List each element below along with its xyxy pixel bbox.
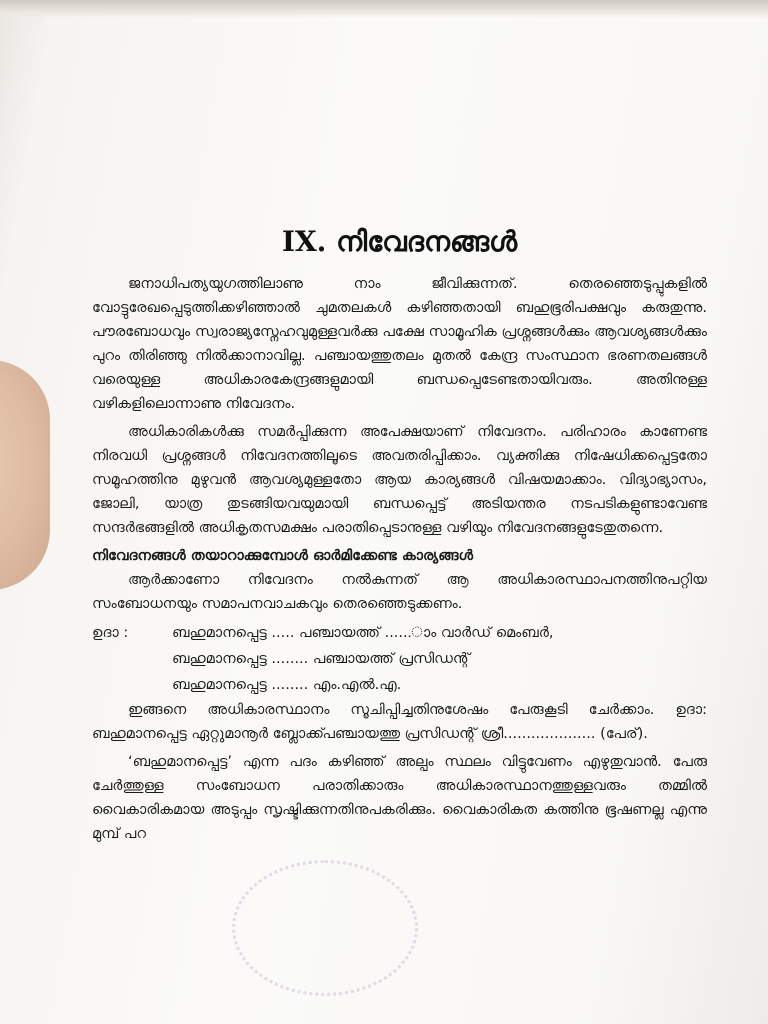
chapter-title: IX. നിവേദനങ്ങൾ: [281, 225, 518, 258]
example-row: [92, 672, 707, 698]
example-row: [92, 646, 707, 672]
thumb-holding-page: [0, 360, 50, 590]
example-line: ബഹുമാനപ്പെട്ട ..... പഞ്ചായത്ത് ......ാം വാർഡ് മെംബർ,: [172, 625, 554, 641]
paragraph-definition: അധികാരികൾക്കു സമർപ്പിക്കുന്ന അപേക്ഷയാണ് നിവേദനം. പരിഹാരം കാണേണ്ട നിരവധി പ്രശ്നങ്ങൾ നിവേദനത്തിലൂടെ അവതരിപ്പിക്കാം. വ്യക്തിക്കു നിഷേധിക്കപ്പെട്ടതോ സമൂഹത്തിനു മുഴുവൻ ആവശ്യമുള്ളതോ ആയ കാര്യങ്ങൾ വിഷയമാക്കാം. വിദ്യാഭ്യാസം, ജോലി, യാത്ര തുടങ്ങിയവയുമായി ബന്ധപ്പെട്ട് അടിയന്തര നടപടികളുണ്ടാവേണ്ട സന്ദർഭങ്ങളിൽ അധികൃതസമക്ഷം പരാതിപ്പെടാനുള്ള വഴിയും നിവേദനങ്ങളുടേതുതന്നെ.: [92, 424, 707, 536]
paragraph-intro: ജനാധിപത്യയുഗത്തിലാണു നാം ജീവിക്കുന്നത്. തെരഞ്ഞെടുപ്പുകളിൽ വോട്ടുരേഖപ്പെടുത്തിക്കഴിഞ്ഞാൽ ചുമതലകൾ കഴിഞ്ഞതായി ബഹുഭൂരിപക്ഷവും കരുതുന്നു. പൗരബോധവും സ്വരാജ്യസ്നേഹവുമുള്ളവർക്കു പക്ഷേ സാമൂഹിക പ്രശ്നങ്ങൾക്കും ആവശ്യങ്ങൾക്കും പുറം തിരിഞ്ഞു നിൽക്കാനാവില്ല. പഞ്ചായത്തുതലം മുതൽ കേന്ദ്ര സംസ്ഥാന ഭരണതലങ്ങൾ വരെയുള്ള അധികാരകേന്ദ്രങ്ങളുമായി ബന്ധപ്പെടേണ്ടതായിവരും. അതിനുള്ള വഴികളിലൊന്നാണു നിവേദനം.: [92, 276, 707, 412]
example-line: ബഹുമാനപ്പെട്ട ........ എം.എൽ.എ.: [172, 677, 402, 693]
example-row: [92, 620, 707, 646]
page-top-edge: [0, 0, 768, 18]
example-line: ബഹുമാനപ്പെട്ട ........ പഞ്ചായത്ത് പ്രസിഡന്റ്: [172, 651, 470, 667]
paragraph-name-example: ഇങ്ങനെ അധികാരസ്ഥാനം സൂചിപ്പിച്ചതിനുശേഷം പേരുകൂടി ചേർക്കാം. ഉദാ: ബഹുമാനപ്പെട്ട ഏറ്റുമാനൂർ ബ്ലോക്ക്പഞ്ചായത്തു പ്രസിഡന്റ് ശ്രീ.................... (പേര്).: [92, 702, 707, 742]
section-subheading: നിവേദനങ്ങൾ തയാറാക്കുമ്പോൾ ഓർമിക്കേണ്ട കാര്യങ്ങൾ: [92, 548, 474, 564]
example-label: ഉദാ :: [92, 625, 129, 641]
paragraph-addressing: ആർക്കാണോ നിവേദനം നൽകുന്നത് ആ അധികാരസ്ഥാപനത്തിനുപറ്റിയ സംബോധനയും സമാപനവാചകവും തെരഞ്ഞെടുക്കണം.: [92, 572, 707, 612]
chapter-content: [92, 222, 707, 850]
faint-stamp-mark: [232, 860, 418, 996]
paragraph-spacing-note: ‘ബഹുമാനപ്പെട്ട’ എന്ന പദം കഴിഞ്ഞ് അല്പം സ്ഥലം വിട്ടുവേണം എഴുതുവാൻ. പേരു ചേർത്തുള്ള സംബോധന പരാതിക്കാരും അധികാരസ്ഥാനത്തുള്ളവരും തമ്മിൽ വൈകാരികമായ അടുപ്പം സൃഷ്ടിക്കുന്നതിനുപകരിക്കും. വൈകാരികത കത്തിനു ഭൂഷണല്ല എന്നു മുമ്പ് പറ: [92, 754, 707, 842]
